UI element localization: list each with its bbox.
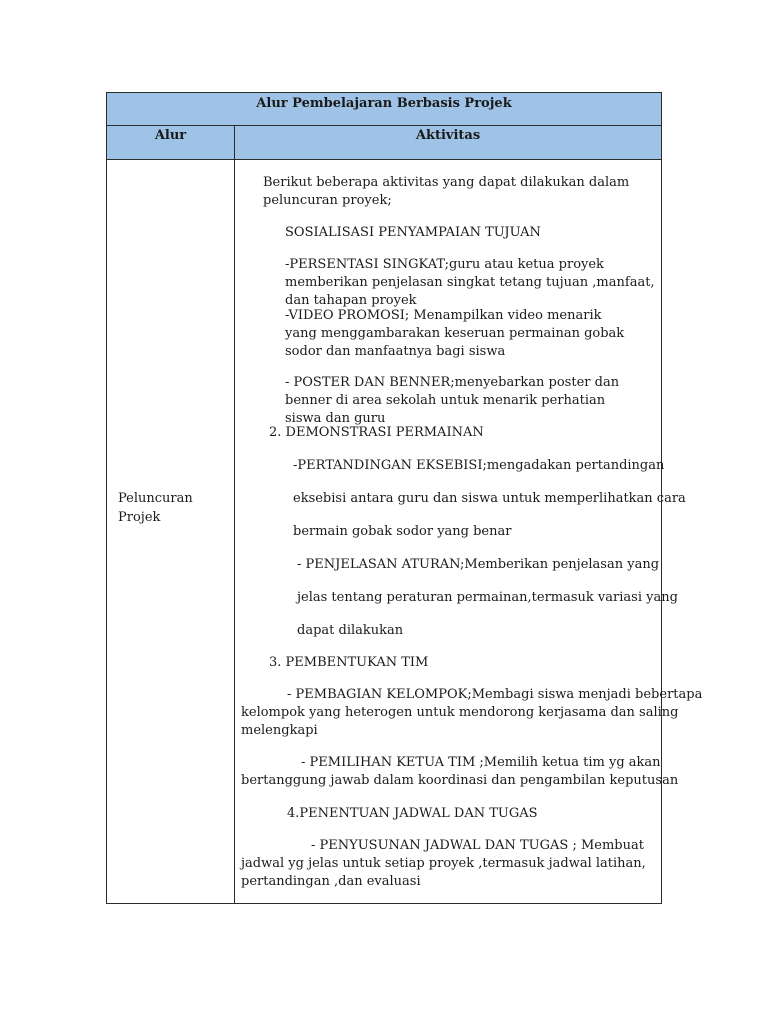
intro-text: Berikut beberapa aktivitas yang dapat dilakukan dalam peluncuran proyek; bbox=[263, 175, 630, 208]
alur-cell bbox=[107, 160, 235, 903]
section-3-item-1-line-2: kelompok yang heterogen untuk mendorong kerjasama dan saling bbox=[241, 705, 679, 720]
section-3-item-2-line-1: - PEMILIHAN KETUA TIM ;Memilih ketua tim yg akan bbox=[301, 755, 661, 770]
table-title: Alur Pembelajaran Berbasis Projek bbox=[107, 93, 661, 126]
table-header-row bbox=[107, 126, 661, 160]
section-2-item-1-line-2: eksebisi antara guru dan siswa untuk memperlihatkan cara bbox=[293, 491, 686, 506]
section-1-item-2: -VIDEO PROMOSI; Menampilkan video menarik yang menggambarakan keseruan permainan gobak sodor dan manfaatnya bagi siswa bbox=[285, 308, 625, 359]
section-3-heading: 3. PEMBENTUKAN TIM bbox=[269, 655, 429, 670]
alur-label-line2: Projek bbox=[118, 510, 161, 525]
section-3-item-2-line-2: bertanggung jawab dalam koordinasi dan pengambilan keputusan bbox=[241, 773, 679, 788]
section-2-item-1-line-1: -PERTANDINGAN EKSEBISI;mengadakan pertandingan bbox=[293, 458, 665, 473]
section-2-item-2-line-2: jelas tentang peraturan permainan,termasuk variasi yang bbox=[297, 590, 678, 605]
section-4-heading: 4.PENENTUAN JADWAL DAN TUGAS bbox=[287, 806, 538, 821]
section-3-item-1-line-3: melengkapi bbox=[241, 723, 318, 738]
table-row bbox=[107, 160, 703, 903]
aktivitas-cell bbox=[235, 160, 703, 903]
section-1-item-1: -PERSENTASI SINGKAT;guru atau ketua proyek memberikan penjelasan singkat tetang tujuan ,manfaat, dan tahapan proyek bbox=[285, 257, 655, 308]
header-aktivitas: Aktivitas bbox=[415, 128, 481, 143]
alur-label bbox=[118, 489, 228, 527]
section-4-item-1-line-2: jadwal yg jelas untuk setiap proyek ,termasuk jadwal latihan, bbox=[241, 856, 646, 871]
section-3-item-1-line-1: - PEMBAGIAN KELOMPOK;Membagi siswa menjadi bebertapa bbox=[287, 687, 703, 702]
header-alur: Alur bbox=[107, 126, 235, 159]
section-4-item-1-line-1: - PENYUSUNAN JADWAL DAN TUGAS ; Membuat bbox=[311, 838, 644, 853]
section-1-item-3: - POSTER DAN BENNER;menyebarkan poster dan benner di area sekolah untuk menarik perhatian siswa dan guru bbox=[285, 375, 620, 426]
section-1-heading: SOSIALISASI PENYAMPAIAN TUJUAN bbox=[285, 225, 541, 240]
section-2-item-1-line-3: bermain gobak sodor yang benar bbox=[293, 524, 512, 539]
section-2-heading: 2. DEMONSTRASI PERMAINAN bbox=[269, 425, 484, 440]
section-4-item-1-line-3: pertandingan ,dan evaluasi bbox=[241, 874, 421, 889]
section-2-item-2-line-1: - PENJELASAN ATURAN;Memberikan penjelasan yang bbox=[297, 557, 660, 572]
alur-label-line1: Peluncuran bbox=[118, 491, 193, 506]
activity-table bbox=[106, 92, 703, 904]
section-2-item-2-line-3: dapat dilakukan bbox=[297, 623, 404, 638]
